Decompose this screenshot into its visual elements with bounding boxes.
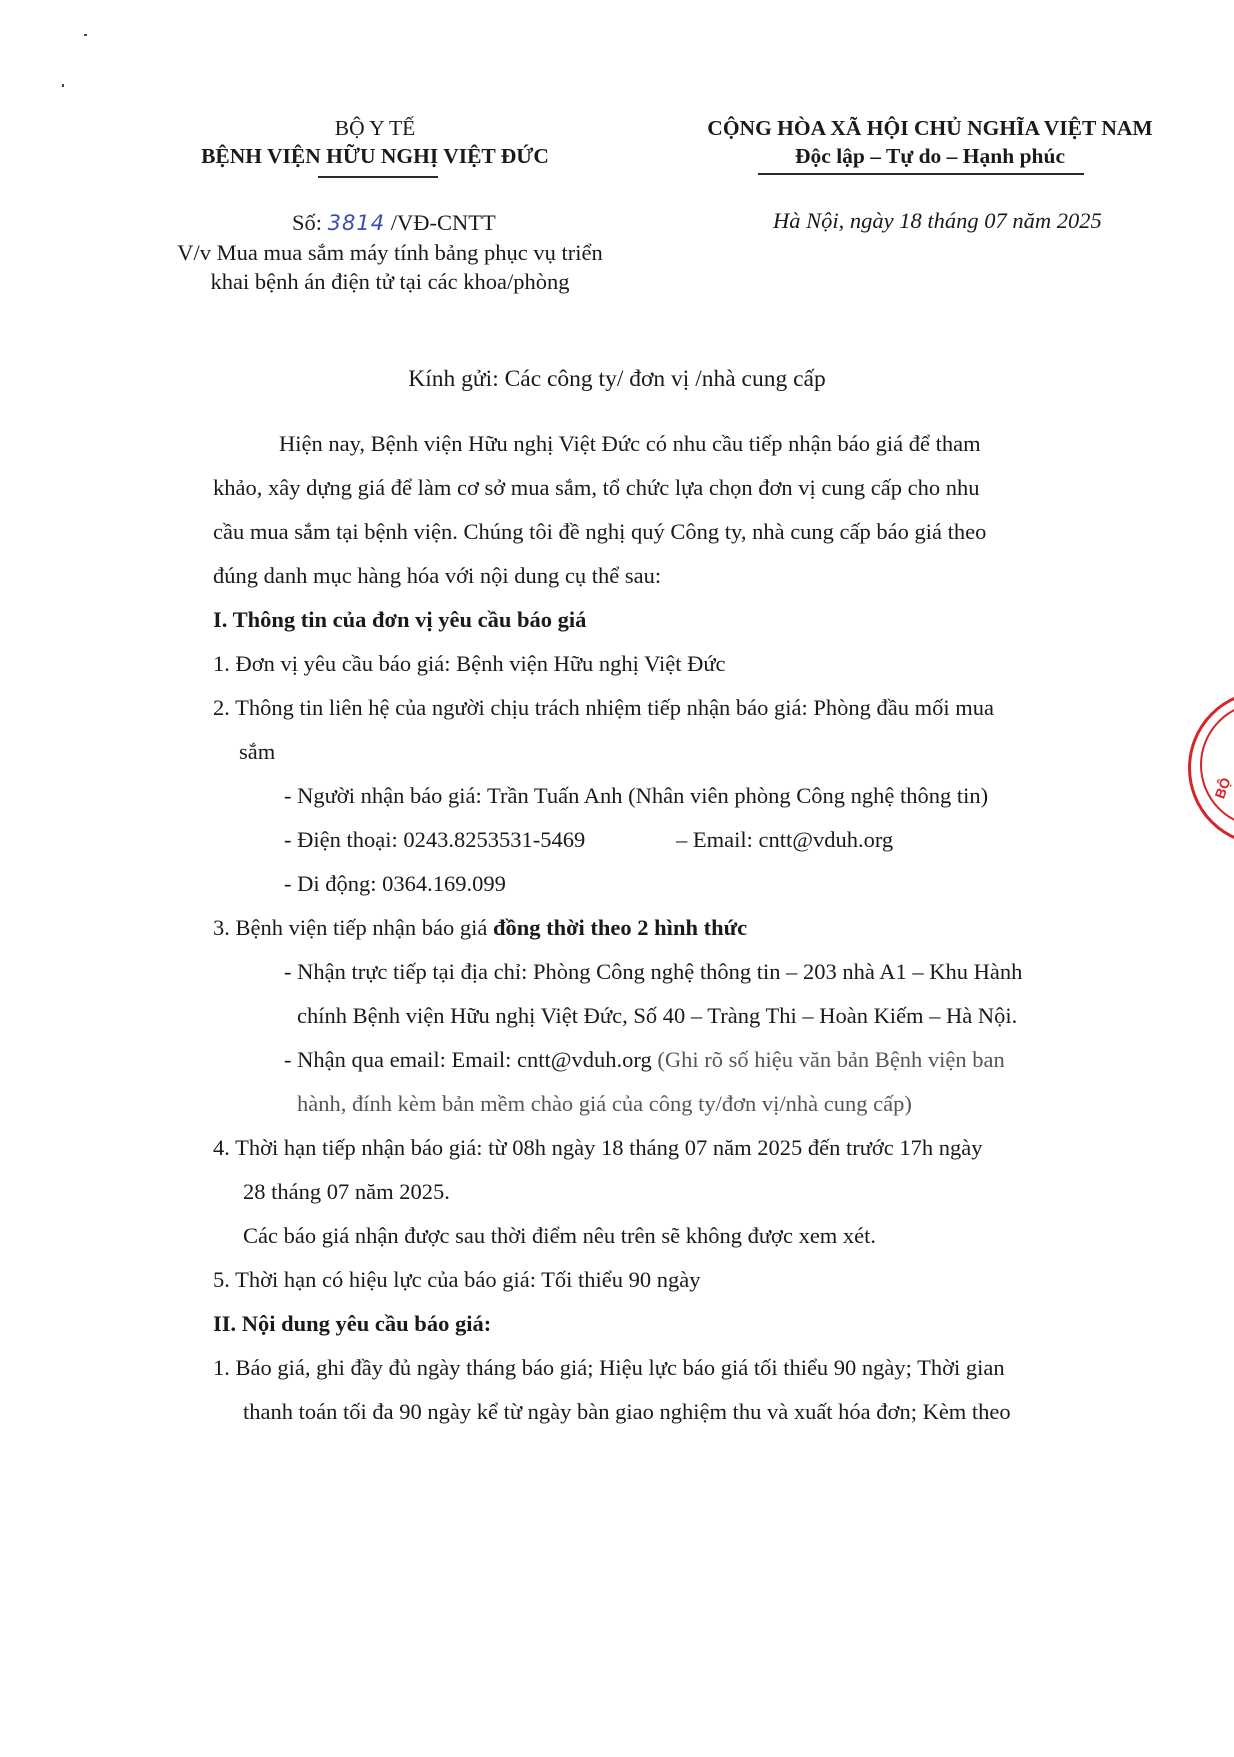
section-1-item-2-line-1: 2. Thông tin liên hệ của người chịu trách nhiệm tiếp nhận báo giá: Phòng đầu mối mua (213, 695, 995, 720)
doc-number-suffix: /VĐ-CNTT (390, 210, 496, 235)
scan-speck (84, 34, 87, 36)
motto-underline (758, 173, 1084, 175)
ministry-name: BỘ Y TẾ (334, 116, 416, 140)
section-1-title: I. Thông tin của đơn vị yêu cầu báo giá (213, 607, 587, 632)
doc-number-handwritten: 3814 (327, 211, 386, 235)
section-1-item-5: 5. Thời hạn có hiệu lực của báo giá: Tối thiểu 90 ngày (213, 1267, 701, 1292)
recipient-line: Kính gửi: Các công ty/ đơn vị /nhà cung cấp (408, 366, 826, 392)
doc-number-prefix: Số: (292, 210, 323, 235)
section-2-title: II. Nội dung yêu cầu báo giá: (213, 1311, 492, 1336)
subject-line-2: khai bệnh án điện tử tại các khoa/phòng (210, 269, 570, 294)
hospital-underline (318, 176, 438, 178)
email-submission-note: (Ghi rõ số hiệu văn bản Bệnh viện ban (657, 1047, 1005, 1072)
section-1-item-2-line-2: sắm (239, 739, 276, 764)
contact-mobile: - Di động: 0364.169.099 (284, 871, 506, 896)
country-name: CỘNG HÒA XÃ HỘI CHỦ NGHĨA VIỆT NAM (707, 116, 1153, 140)
intro-line-2: khảo, xây dựng giá để làm cơ sở mua sắm, tổ chức lựa chọn đơn vị cung cấp cho nhu (213, 475, 980, 500)
item-3-prefix: 3. Bệnh viện tiếp nhận báo giá (213, 915, 493, 940)
email-submission-line-1 (284, 1045, 1005, 1075)
contact-person: - Người nhận báo giá: Trần Tuấn Anh (Nhân viên phòng Công nghệ thông tin) (284, 783, 989, 808)
section-1-item-4-note: Các báo giá nhận được sau thời điểm nêu trên sẽ không được xem xét. (243, 1223, 877, 1248)
contact-phone: - Điện thoại: 0243.8253531-5469 (284, 827, 586, 852)
intro-line-1: Hiện nay, Bệnh viện Hữu nghị Việt Đức có nhu cầu tiếp nhận báo giá để tham (279, 431, 981, 456)
email-submission-prefix: - Nhận qua email: Email: cntt@vduh.org (284, 1047, 658, 1072)
national-motto: Độc lập – Tự do – Hạnh phúc (795, 144, 1065, 168)
item-3-bold: đồng thời theo 2 hình thức (492, 915, 748, 940)
intro-line-4: đúng danh mục hàng hóa với nội dung cụ thể sau: (213, 563, 662, 588)
direct-address-line-1: - Nhận trực tiếp tại địa chỉ: Phòng Công nghệ thông tin – 203 nhà A1 – Khu Hành (284, 959, 1023, 984)
section-1-item-1: 1. Đơn vị yêu cầu báo giá: Bệnh viện Hữu nghị Việt Đức (213, 651, 726, 676)
date-line: Hà Nội, ngày 18 tháng 07 năm 2025 (773, 208, 1102, 233)
section-1-item-3 (213, 913, 747, 943)
subject-line-1: V/v Mua mua sắm máy tính bảng phục vụ triển (177, 240, 603, 265)
section-1-item-4-line-1: 4. Thời hạn tiếp nhận báo giá: từ 08h ngày 18 tháng 07 năm 2025 đến trước 17h ngày (213, 1135, 983, 1160)
direct-address-line-2: chính Bệnh viện Hữu nghị Việt Đức, Số 40 – Tràng Thi – Hoàn Kiếm – Hà Nội. (297, 1003, 1018, 1028)
scan-speck (62, 84, 64, 87)
contact-email: – Email: cntt@vduh.org (676, 827, 894, 852)
hospital-name: BỆNH VIỆN HỮU NGHỊ VIỆT ĐỨC (201, 144, 549, 168)
section-1-item-4-line-2: 28 tháng 07 năm 2025. (243, 1179, 450, 1204)
intro-line-3: cầu mua sắm tại bệnh viện. Chúng tôi đề nghị quý Công ty, nhà cung cấp báo giá theo (213, 519, 987, 544)
section-2-item-1-line-1: 1. Báo giá, ghi đầy đủ ngày tháng báo giá; Hiệu lực báo giá tối thiểu 90 ngày; Thời gian (213, 1355, 1005, 1380)
section-2-item-1-line-2: thanh toán tối đa 90 ngày kể từ ngày bàn giao nghiệm thu và xuất hóa đơn; Kèm theo (243, 1399, 1011, 1424)
email-submission-line-2: hành, đính kèm bản mềm chào giá của công ty/đơn vị/nhà cung cấp) (297, 1091, 912, 1116)
document-number (292, 208, 496, 238)
red-stamp-text: BỘ (1211, 775, 1234, 801)
